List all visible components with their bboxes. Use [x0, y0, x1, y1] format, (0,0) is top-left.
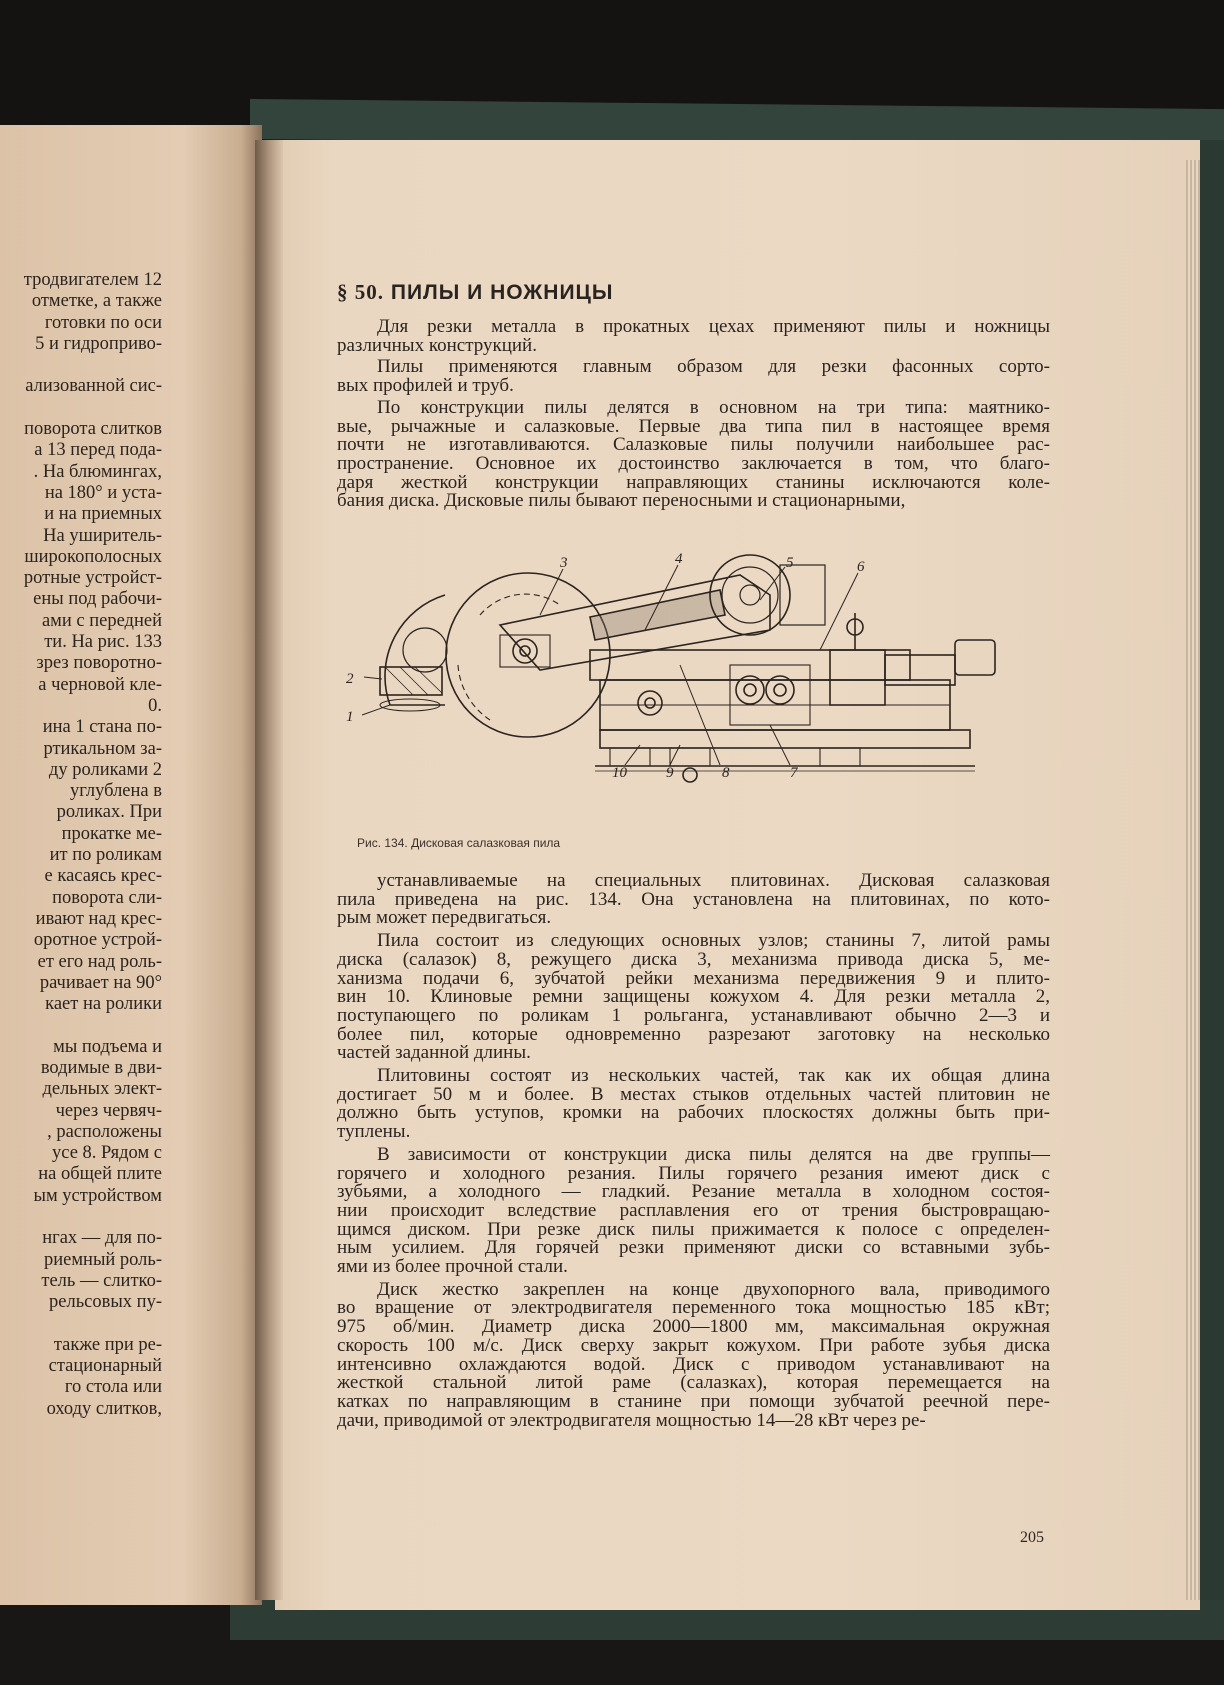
text-line: диска (салазок) 8, режущего диска 3, механизма привода диска 5, ме-	[337, 948, 1050, 970]
text-line: Диск жестко закреплен на конце двухопорного вала, приводимого	[377, 1278, 1050, 1300]
callout-5: 5	[786, 555, 794, 571]
feed-mechanism	[830, 650, 885, 705]
text-line: поступающего по роликам 1 рольганга, устанавливают обычно 2—3 и	[337, 1004, 1050, 1026]
text-line: рым может передвигаться.	[337, 907, 552, 929]
text-line: частей заданной длины.	[337, 1042, 531, 1064]
left-page-line: усе 8. Рядом с	[52, 1143, 162, 1164]
left-page-line: , расположены	[47, 1121, 162, 1142]
section-title: ПИЛЫ И НОЖНИЦЫ	[390, 281, 614, 304]
text-line: дачи, приводимой от электродвигателя мощностью 14—28 кВт через ре-	[337, 1409, 926, 1431]
callout-6: 6	[857, 559, 865, 575]
text-line: Плитовины состоят из нескольких частей, так как их общая длина	[377, 1065, 1050, 1087]
left-page-line: ду роликами 2	[48, 759, 162, 780]
text-line: вых профилей и труб.	[337, 375, 514, 397]
paragraph	[337, 872, 1050, 928]
left-page-line: ализованной сис-	[25, 376, 162, 397]
text-line: Пила состоит из следующих основных узлов; станины 7, литой рамы	[377, 930, 1050, 952]
text-line: скорость 100 м/с. Диск сверху закрыт кожухом. При работе зубья диска	[337, 1334, 1050, 1356]
left-page-line: тродвигателем 12	[23, 270, 162, 290]
figure-disk-saw-drawing	[346, 551, 1045, 820]
text-line: нии происходит вследствие расплавления его от трения быстровращаю-	[337, 1199, 1050, 1221]
text-line: ханизма подачи 6, зубчатой рейки механизма передвижения 9 и плито-	[337, 967, 1050, 989]
text-line: вин 10. Клиновые ремни защищены кожухом 4. Для резки металла 2,	[337, 986, 1050, 1008]
text-line: пространение. Основное их достоинство заключается в том, что благо-	[337, 452, 1050, 474]
text-line: вые, рычажные и салазковые. Первые два типа пил в настоящее время	[337, 415, 1050, 437]
left-page-line: а 13 перед пода-	[34, 440, 162, 461]
text-line: даря жесткой конструкции направляющих станины исключаются коле-	[337, 471, 1050, 493]
left-page-line: . На блюмингах,	[33, 461, 162, 482]
left-page-line: рельсовых пу-	[49, 1292, 162, 1313]
text-line: По конструкции пилы делятся в основном на три типа: маятнико-	[377, 396, 1050, 418]
left-page-line: готовки по оси	[44, 312, 162, 333]
callout-1: 1	[346, 709, 354, 725]
left-page-line: стационарный	[48, 1356, 162, 1377]
left-page-line: углублена в	[69, 781, 162, 802]
left-page-line: через червяч-	[55, 1100, 162, 1121]
left-page-line: мы подъема и	[53, 1036, 162, 1057]
left-page-line: тель — слитко-	[41, 1270, 162, 1291]
left-page-line: ивают над крес-	[35, 908, 162, 929]
callout-3: 3	[560, 555, 568, 571]
left-page-line: ены под рабочи-	[33, 589, 162, 610]
text-line: бания диска. Дисковые пилы бывают переносными и стационарными,	[337, 490, 906, 512]
callout-2: 2	[346, 671, 354, 687]
left-page-line: На уширитель-	[43, 525, 162, 546]
left-page-line: зрез поворотно-	[36, 653, 162, 674]
section-heading	[337, 280, 613, 305]
left-page-line: оротное устрой-	[33, 930, 162, 951]
text-line: Пилы применяются главным образом для резки фасонных сорто-	[377, 356, 1050, 378]
left-page-line: также при ре-	[53, 1334, 162, 1355]
left-page-line: а черновой кле-	[38, 674, 162, 695]
paragraph	[337, 358, 1050, 395]
left-page-line: 5 и гидроприво-	[35, 333, 162, 354]
callout-10: 10	[612, 765, 627, 781]
left-page-line: водимые в дви-	[40, 1057, 162, 1078]
left-page-line: ина 1 стана по-	[42, 717, 162, 738]
left-page-line: на 180° и уста-	[44, 482, 162, 503]
paragraph	[337, 932, 1050, 1063]
left-page-line	[0, 1314, 162, 1335]
left-page-line	[0, 355, 162, 376]
left-page	[0, 125, 262, 1605]
paragraph	[337, 318, 1050, 355]
left-page-line: рачивает на 90°	[39, 972, 162, 993]
left-page-line: ит по роликам	[49, 845, 162, 866]
left-page-line: ым устройством	[33, 1185, 162, 1206]
callout-7: 7	[790, 765, 798, 781]
text-line: устанавливаемые на специальных плитовинах. Дисковая салазковая	[377, 870, 1050, 891]
left-page-line: 0.	[148, 695, 162, 716]
text-line: катках по направляющим в станине при помощи зубчатой реечной пере-	[337, 1390, 1050, 1412]
figure-caption: Рис. 134. Дисковая салазковая пила	[357, 836, 561, 850]
text-line: горячего и холодного резания. Пилы горячего резания имеют диск с	[337, 1162, 1050, 1184]
text-line: должно быть уступов, кромки на рабочих плоскостях должны быть при-	[337, 1102, 1050, 1124]
text-line: достигает 50 м и более. В местах стыков отдельных частей плитовин не	[337, 1083, 1050, 1105]
text-line: почти не изготавливаются. Салазковые пилы получили наибольшее рас-	[337, 434, 1050, 456]
text-line: В зависимости от конструкции диска пилы делятся на две группы—	[377, 1143, 1050, 1165]
body-text	[337, 872, 1050, 1430]
left-page-line: дельных элект-	[42, 1079, 162, 1100]
text-line: жесткой стальной литой раме (салазках), которая перемещается на	[337, 1372, 1050, 1394]
left-page-line: е касаясь крес-	[44, 866, 162, 887]
paragraph	[337, 1143, 1050, 1278]
callout-4: 4	[675, 551, 683, 567]
left-page-line: прокатке ме-	[61, 823, 162, 844]
section-number: § 50.	[337, 280, 384, 304]
left-page-line: го стола или	[64, 1377, 162, 1398]
text-line: ным усилием. Для горячей резки применяют диски со вставными зубь-	[337, 1237, 1050, 1259]
book-cover-side	[1200, 140, 1224, 1640]
paragraph	[337, 1067, 1050, 1142]
left-page-line: на общей плите	[38, 1164, 162, 1185]
left-page-line: ет его над роль-	[37, 951, 162, 972]
left-page-line: ртикальном за-	[43, 738, 162, 759]
left-page-text	[0, 270, 162, 1420]
callout-8: 8	[722, 765, 730, 781]
text-line: зубьями, а холодного — гладкий. Резание металла в холодном состоя-	[337, 1181, 1050, 1203]
text-line: ями из более прочной стали.	[337, 1256, 568, 1278]
left-page-line: кает на ролики	[45, 994, 162, 1015]
left-page-line: нгах — для по-	[42, 1228, 162, 1249]
text-line: пила приведена на рис. 134. Она установлена на плитовинах, по кото-	[337, 888, 1050, 910]
left-page-line: роликах. При	[56, 802, 162, 823]
left-page-line: ти. На рис. 133	[44, 632, 162, 653]
text-line: различных конструкций.	[337, 334, 537, 356]
paragraph	[337, 1278, 1050, 1431]
callout-9: 9	[666, 765, 674, 781]
page-edges	[1186, 160, 1200, 1600]
saw-disk-arc	[385, 595, 445, 705]
left-page-line	[0, 398, 162, 419]
intro-text	[337, 318, 1050, 511]
book-gutter	[255, 140, 283, 1600]
left-page-line: ами с передней	[41, 610, 162, 631]
paragraph	[337, 396, 1050, 512]
text-line: более пил, которые одновременно разрезают заготовку на несколько	[337, 1023, 1050, 1045]
left-page-line	[0, 1015, 162, 1036]
left-page-line: широкополосных	[24, 546, 162, 567]
page-number: 205	[1020, 1529, 1044, 1546]
left-page-line: ротные устройст-	[23, 568, 162, 589]
left-page-line: риемный роль-	[43, 1249, 162, 1270]
text-line: щимся диском. При резке диск пилы прижимается к полосе с определен-	[337, 1218, 1050, 1240]
text-line: 975 об/мин. Диаметр диска 2000—1800 мм, максимальная окружная	[337, 1316, 1050, 1338]
left-page-line: поворота сли-	[52, 887, 162, 908]
left-page-line: поворота слитков	[24, 419, 162, 440]
left-page-line: отметке, а также	[31, 291, 162, 312]
left-page-line: оходу слитков,	[46, 1398, 162, 1419]
text-line: Для резки металла в прокатных цехах применяют пилы и ножницы	[377, 316, 1050, 337]
left-page-line	[0, 1207, 162, 1228]
text-line: туплены.	[337, 1121, 411, 1143]
text-line: интенсивно охлаждаются водой. Диск с приводом устанавливают на	[337, 1353, 1050, 1375]
left-page-line: и на приемных	[44, 504, 162, 525]
text-line: во вращение от электродвигателя переменного тока мощностью 185 кВт;	[337, 1297, 1050, 1319]
